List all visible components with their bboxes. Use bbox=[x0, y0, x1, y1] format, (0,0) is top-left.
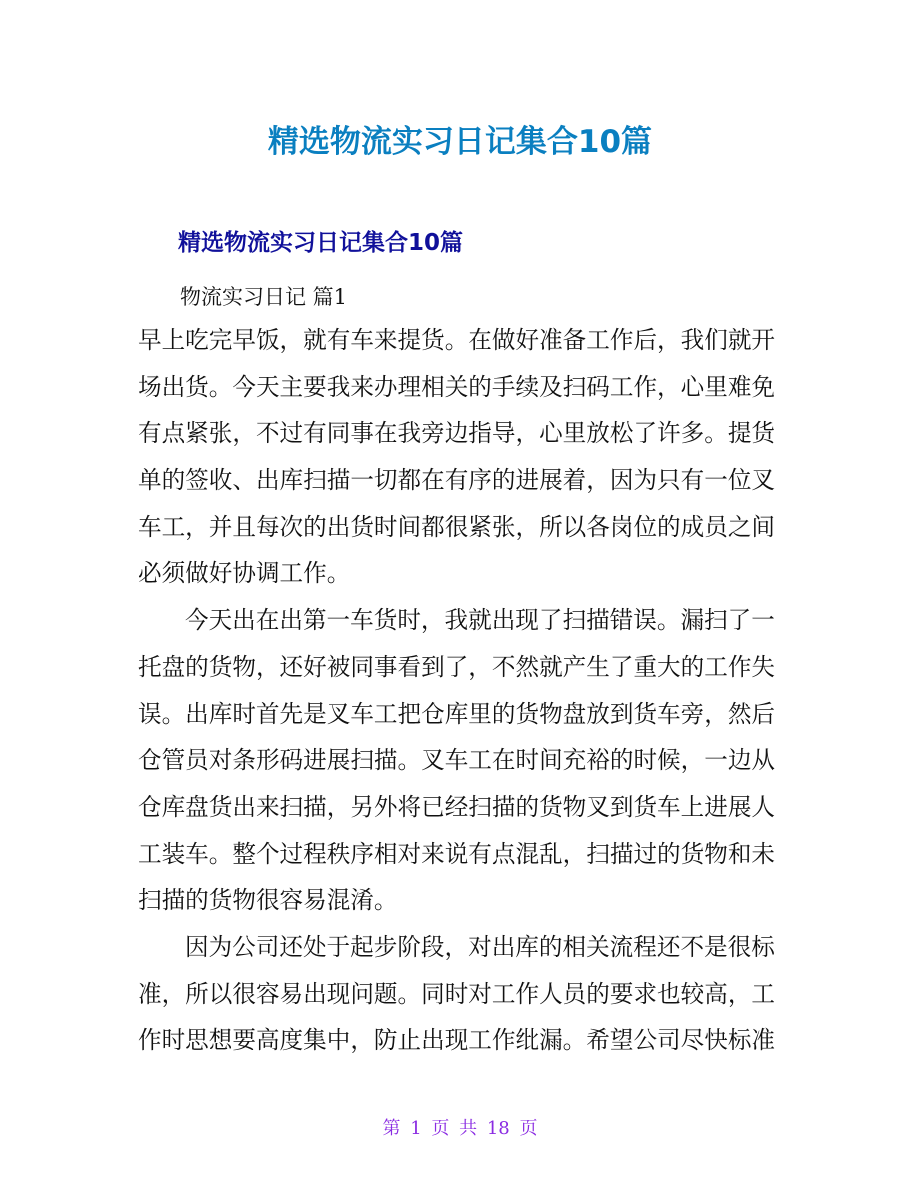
paragraph-line: 场出货。今天主要我来办理相关的手续及扫码工作，心里难免 bbox=[138, 372, 776, 401]
paragraph-line: 仓库盘货出来扫描，另外将已经扫描的货物叉到货车上进展人 bbox=[138, 792, 776, 821]
paragraph-line: 准，所以很容易出现问题。同时对工作人员的要求也较高，工 bbox=[138, 979, 776, 1008]
paragraph-line: 单的签收、出库扫描一切都在有序的进展着，因为只有一位叉 bbox=[138, 466, 776, 495]
paragraph-line: 作时思想要高度集中，防止出现工作纰漏。希望公司尽快标准 bbox=[138, 1026, 776, 1055]
paragraph-line: 工装车。整个过程秩序相对来说有点混乱，扫描过的货物和未 bbox=[138, 839, 776, 868]
paragraph-line: 因为公司还处于起步阶段，对出库的相关流程还不是很标 bbox=[185, 932, 775, 961]
page-footer: 第 1 页 共 18 页 bbox=[382, 1118, 538, 1139]
document-title: 精选物流实习日记集合10篇 bbox=[267, 124, 653, 160]
paragraph-line: 早上吃完早饭，就有车来提货。在做好准备工作后，我们就开 bbox=[138, 326, 776, 354]
paragraph-line: 有点紧张，不过有同事在我旁边指导，心里放松了许多。提货 bbox=[138, 419, 776, 448]
paragraph-line: 今天出在出第一车货时，我就出现了扫描错误。漏扫了一 bbox=[185, 606, 775, 635]
paragraph-line: 扫描的货物很容易混淆。 bbox=[138, 886, 398, 915]
paragraph-line: 误。出库时首先是叉车工把仓库里的货物盘放到货车旁，然后 bbox=[138, 699, 776, 728]
section-heading: 物流实习日记 篇1 bbox=[180, 285, 348, 309]
paragraph-line: 仓管员对条形码进展扫描。叉车工在时间充裕的时候，一边从 bbox=[138, 746, 776, 775]
paragraph-line: 必须做好协调工作。 bbox=[138, 559, 351, 588]
paragraph-line: 托盘的货物，还好被同事看到了，不然就产生了重大的工作失 bbox=[138, 652, 776, 681]
paragraph-line: 车工，并且每次的出货时间都很紧张，所以各岗位的成员之间 bbox=[138, 512, 776, 541]
document-body bbox=[138, 317, 788, 1064]
document-subtitle: 精选物流实习日记集合10篇 bbox=[178, 230, 464, 256]
